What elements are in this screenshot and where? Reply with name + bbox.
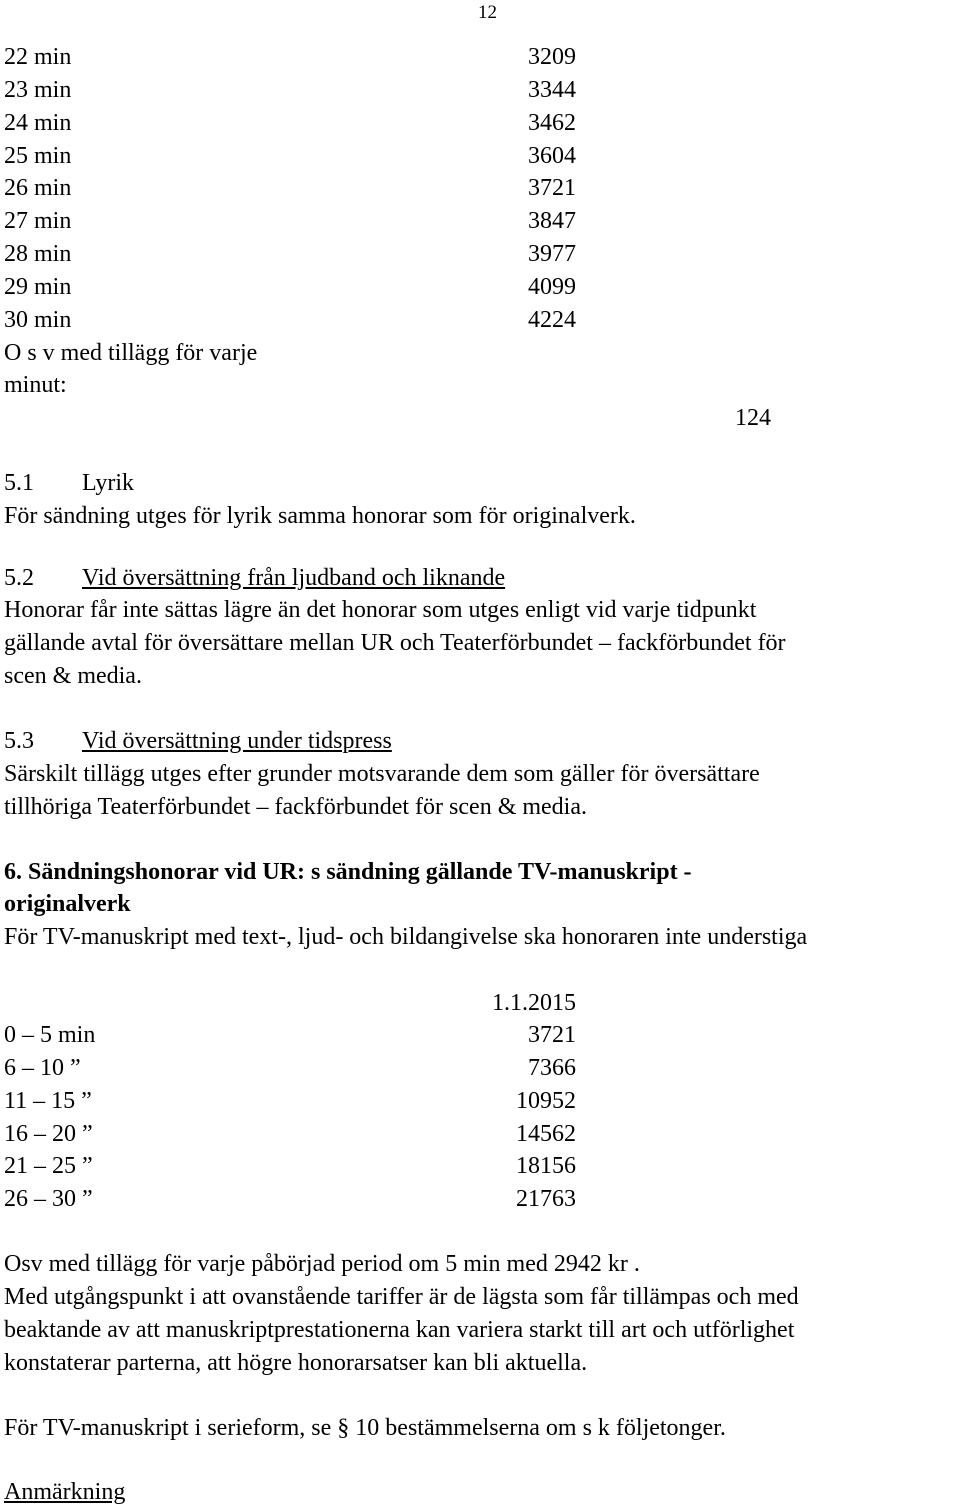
rate-row-label: 11 – 15 ” — [4, 1088, 92, 1114]
rate-row-label: 26 min — [4, 175, 72, 201]
section-5-2-line: Honorar får inte sättas lägre än det honorar som utges enligt vid varje tidpunkt — [4, 597, 757, 623]
extra-minute-label: O s v med tillägg för varje — [4, 340, 258, 366]
section-6-paragraph-line: Med utgångspunkt i att ovanstående tariffer är de lägsta som får tillämpas och med — [4, 1284, 799, 1310]
rate-row-value: 18156 — [516, 1153, 576, 1179]
rate-row-label: 30 min — [4, 307, 72, 333]
rate-row-label: 24 min — [4, 110, 72, 136]
section-5-3-line: Särskilt tillägg utges efter grunder motsvarande dem som gäller för översättare — [4, 761, 760, 787]
section-5-1-body: För sändning utges för lyrik samma honorar som för originalverk. — [4, 503, 636, 529]
rate-row-label: 21 – 25 ” — [4, 1153, 93, 1179]
rate-row-value: 3462 — [528, 110, 576, 136]
rate-row-label: 27 min — [4, 208, 72, 234]
rate-row-value: 3344 — [528, 77, 576, 103]
section-title: Vid översättning från ljudband och liknande — [82, 565, 506, 591]
section-5-3-heading — [4, 726, 392, 756]
extra-minute-label: minut: — [4, 372, 67, 398]
section-6-heading-cont: originalverk — [4, 891, 131, 917]
section-5-3-line: tillhöriga Teaterförbundet – fackförbundet för scen & media. — [4, 794, 587, 820]
extra-minute-value: 124 — [735, 405, 771, 431]
rate-row-value: 3721 — [528, 1022, 576, 1048]
page-number: 12 — [478, 2, 497, 23]
section-number: 5.1 — [4, 470, 34, 496]
section-5-2-line: gällande avtal för översättare mellan UR och Teaterförbundet – fackförbundet för — [4, 630, 786, 656]
rate-row-label: 0 – 5 min — [4, 1022, 96, 1048]
section-6-heading: 6. Sändningshonorar vid UR: s sändning gällande TV-manuskript - — [4, 859, 692, 885]
section-5-2-heading — [4, 563, 505, 593]
rate-row-value: 10952 — [516, 1088, 576, 1114]
rate-row-label: 26 – 30 ” — [4, 1186, 93, 1212]
series-reference: För TV-manuskript i serieform, se § 10 bestämmelserna om s k följetonger. — [4, 1415, 726, 1441]
rate-row-value: 3604 — [528, 143, 576, 169]
section-6-note: Osv med tillägg för varje påbörjad period om 5 min med 2942 kr . — [4, 1251, 640, 1277]
rate-row-value: 4224 — [528, 307, 576, 333]
rate-row-value: 3209 — [528, 44, 576, 70]
rate-row-value: 14562 — [516, 1121, 576, 1147]
rate-row-value: 4099 — [528, 274, 576, 300]
rate-row-value: 3977 — [528, 241, 576, 267]
section-number: 5.2 — [4, 565, 34, 591]
section-5-1-heading — [4, 468, 134, 498]
section-title: Vid översättning under tidspress — [82, 728, 392, 754]
rate-row-label: 29 min — [4, 274, 72, 300]
rate-row-label: 22 min — [4, 44, 72, 70]
rate-row-value: 3847 — [528, 208, 576, 234]
section-6-paragraph-line: konstaterar parterna, att högre honorarsatser kan bli aktuella. — [4, 1350, 588, 1376]
rate-row-value: 3721 — [528, 175, 576, 201]
table-column-header: 1.1.2015 — [492, 990, 576, 1016]
rate-row-label: 23 min — [4, 77, 72, 103]
section-title: Lyrik — [82, 470, 134, 496]
rate-row-label: 16 – 20 ” — [4, 1121, 93, 1147]
rate-row-value: 21763 — [516, 1186, 576, 1212]
rate-row-label: 6 – 10 ” — [4, 1055, 81, 1081]
section-6-paragraph-line: beaktande av att manuskriptprestationerna kan variera starkt till art och utförlighet — [4, 1317, 795, 1343]
rate-row-label: 25 min — [4, 143, 72, 169]
section-6-intro: För TV-manuskript med text-, ljud- och bildangivelse ska honoraren inte understiga — [4, 924, 808, 950]
section-5-2-line: scen & media. — [4, 663, 142, 689]
rate-row-label: 28 min — [4, 241, 72, 267]
rate-row-value: 7366 — [528, 1055, 576, 1081]
remark-heading: Anmärkning — [4, 1479, 126, 1505]
section-number: 5.3 — [4, 728, 34, 754]
